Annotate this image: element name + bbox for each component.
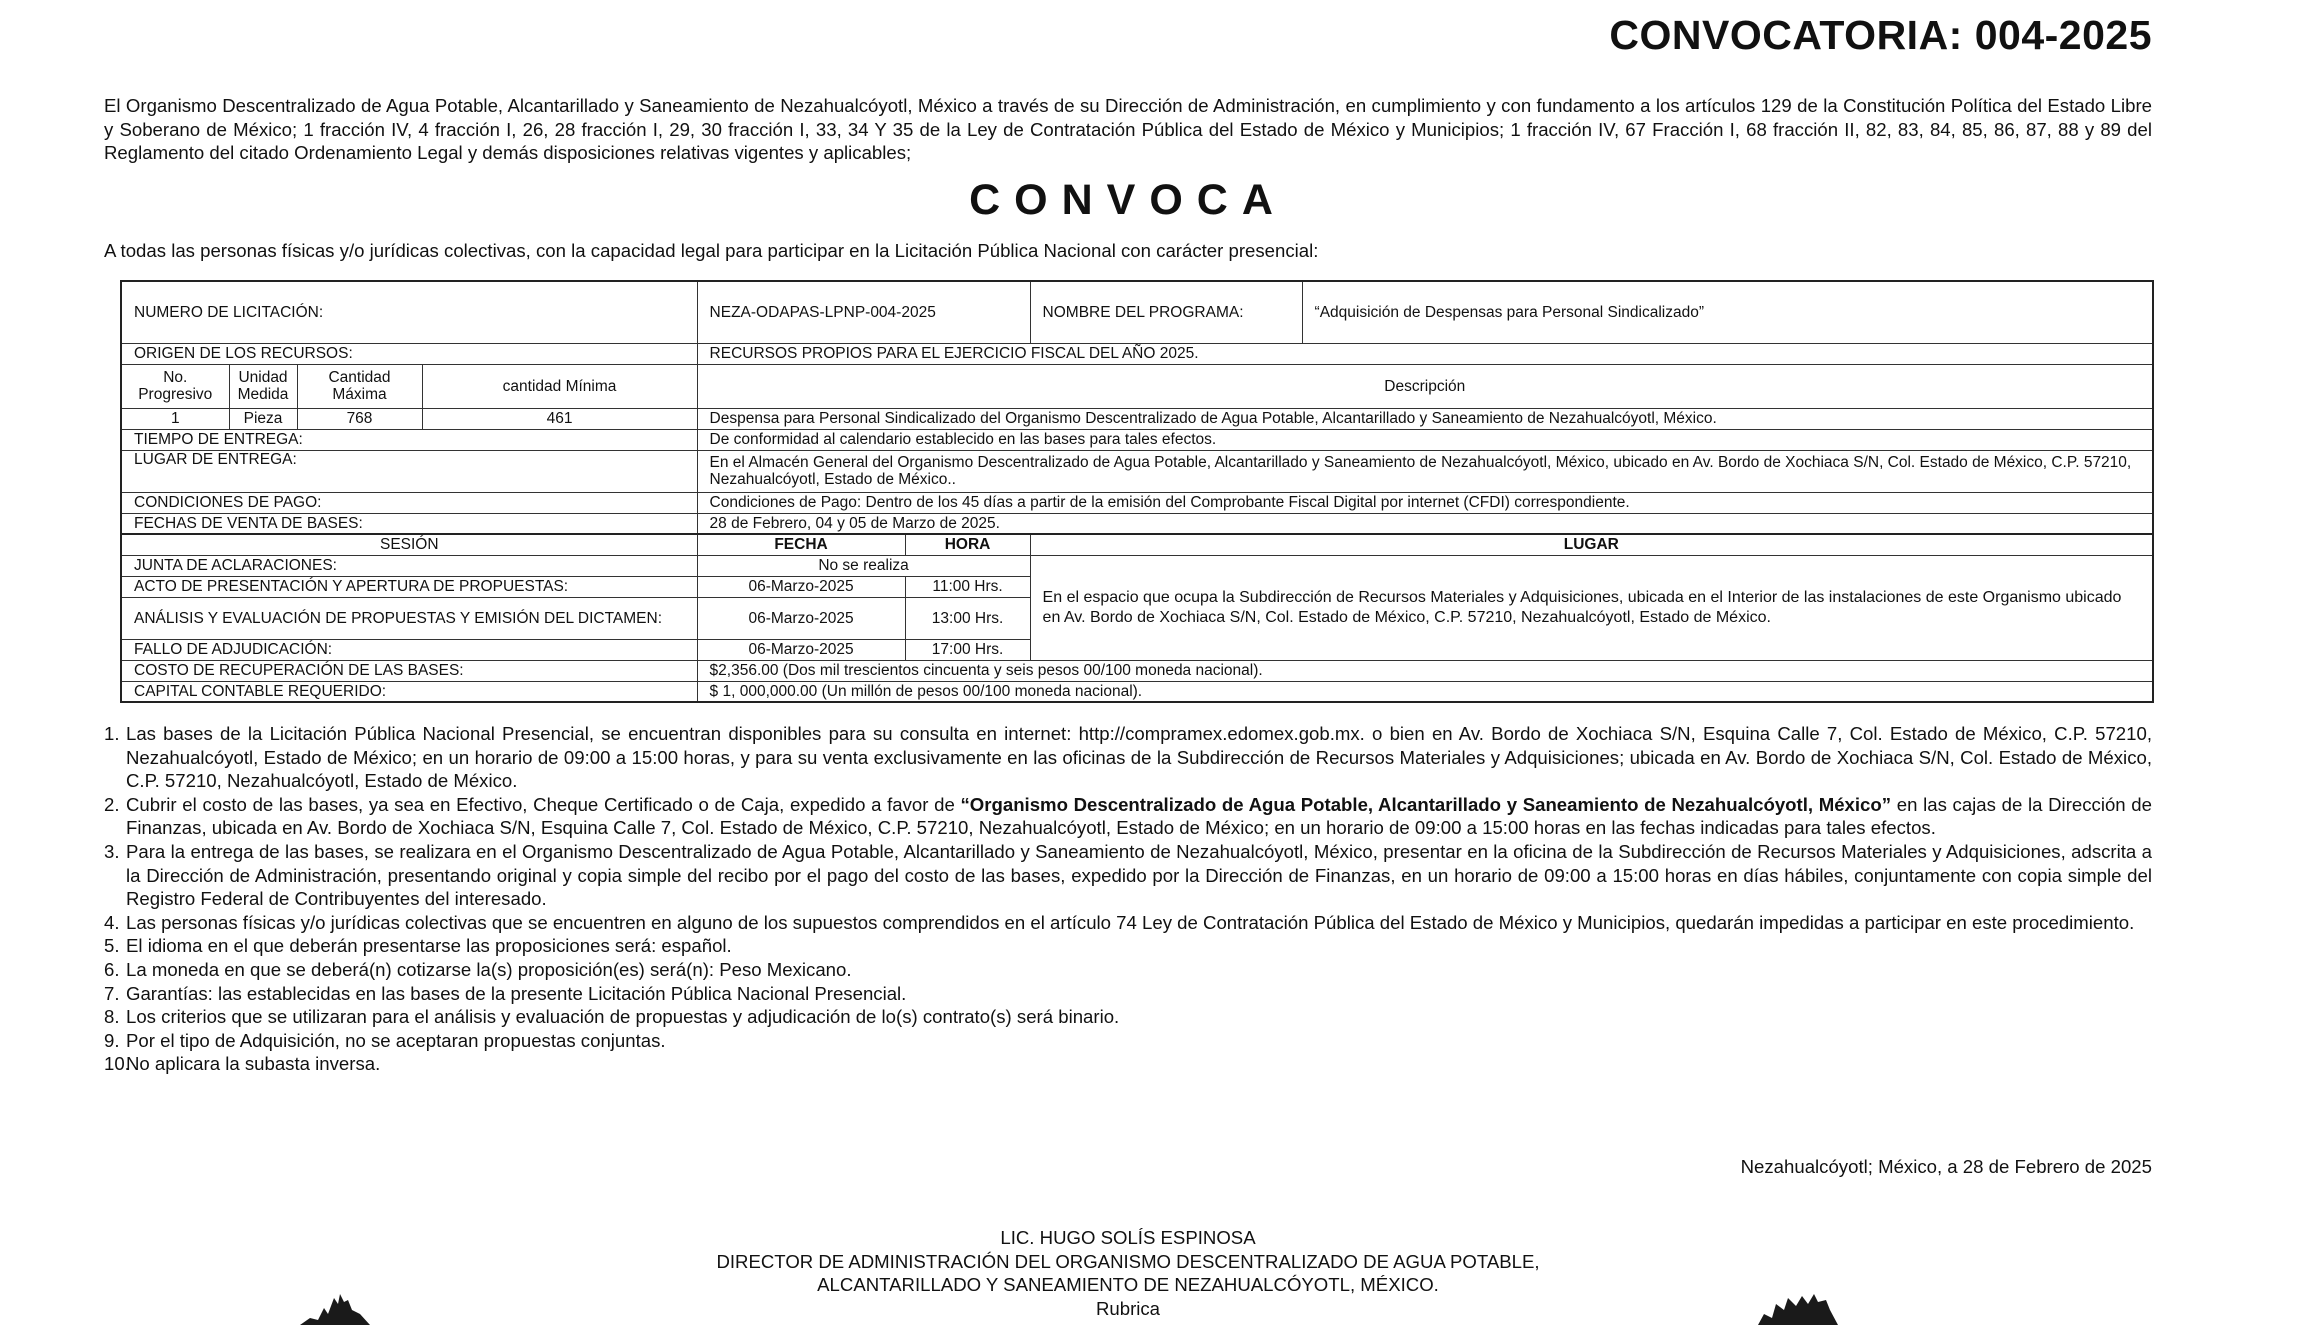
costo-label: COSTO DE RECUPERACIÓN DE LAS BASES:: [121, 660, 697, 681]
fallo-hora: 17:00 Hrs.: [905, 639, 1030, 660]
capital-value: $ 1, 000,000.00 (Un millón de pesos 00/100 moneda nacional).: [697, 681, 2153, 702]
venta-value: 28 de Febrero, 04 y 05 de Marzo de 2025.: [697, 513, 2153, 534]
list-item: 2. Cubrir el costo de las bases, ya sea en Efectivo, Cheque Certificado o de Caja, expedido a favor de “Organismo Descentralizado de Agua Potable, Alcantarillado y Saneamiento de Nezahualcóyotl, México” en las cajas de la Dirección de Finanzas, ubicada en Av. Bordo de Xochiaca S/N, Esquina Calle 7, Col. Estado de México, C.P. 57210, Nezahualcóyotl, Estado de México; en un horario de 09:00 a 15:00 horas en las fechas indicadas para tales efectos.: [104, 793, 2152, 839]
col-unidad-header: Unidad Medida: [229, 364, 297, 408]
rubrica-label: Rubrica: [1095, 1297, 1161, 1319]
list-item: 3. Para la entrega de las bases, se realizara en el Organismo Descentralizado de Agua Potable, Alcantarillado y Saneamiento de Nezahualcóyotl, México, presentar en la oficina de la Subdirección de Recursos Materiales y Adquisiciones, adscrita a la Dirección de Administración, presentando original y copia simple del recibo por el pago del costo de las bases, expedido por la Dirección de Finanzas, en un horario de 09:00 a 15:00 horas en días hábiles, conjuntamente con copia simple del Registro Federal de Contribuyentes del interesado.: [104, 840, 2152, 910]
table-row: [121, 513, 2153, 534]
col-no-header: No. Progresivo: [121, 364, 229, 408]
sesion-lugar: En el espacio que ocupa la Subdirección de Recursos Materiales y Adquisiciones, ubicada en el Interior de las instalaciones de este Organismo ubicado en Av. Bordo de Xochiaca S/N, Col. Estado de México, C.P. 57210, Nezahualcóyotl, Estado de México.: [1030, 555, 2153, 660]
licitacion-table: [120, 280, 2154, 703]
list-item: 10.No aplicara la subasta inversa.: [104, 1053, 381, 1075]
sesion-header: SESIÓN: [121, 534, 697, 555]
list-item: 4. Las personas físicas y/o jurídicas colectivas que se encuentren en alguno de los supuestos comprendidos en el artículo 74 Ley de Contratación Pública del Estado de México y Municipios, quedarán impedidas a participar en este procedimiento.: [104, 911, 2135, 933]
numero-label: NUMERO DE LICITACIÓN:: [121, 281, 697, 343]
signer-role-line-2: ALCANTARILLADO Y SANEAMIENTO DE NEZAHUALCÓYOTL, MÉXICO.: [817, 1274, 1439, 1295]
right-logo-icon: [1758, 1292, 1838, 1325]
table-row: [121, 408, 2153, 429]
analisis-fecha: 06-Marzo-2025: [697, 597, 905, 639]
list-item: 5. El idioma en el que deberán presentarse las proposiciones será: español.: [104, 935, 732, 957]
fallo-fecha: 06-Marzo-2025: [697, 639, 905, 660]
pago-value: Condiciones de Pago: Dentro de los 45 días a partir de la emisión del Comprobante Fiscal Digital por internet (CFDI) correspondiente.: [697, 492, 2153, 513]
list-item: 8. Los criterios que se utilizaran para el análisis y evaluación de propuestas y adjudicación de lo(s) contrato(s) será binario.: [104, 1006, 1120, 1028]
place-date: Nezahualcóyotl; México, a 28 de Febrero de 2025: [1740, 1156, 2152, 1177]
table-row: [121, 429, 2153, 450]
item-min: 461: [422, 408, 697, 429]
lugar-label: LUGAR DE ENTREGA:: [121, 450, 697, 492]
tiempo-value: De conformidad al calendario establecido en las bases para tales efectos.: [697, 429, 2153, 450]
signer-name: LIC. HUGO SOLÍS ESPINOSA: [1000, 1227, 1256, 1248]
item-unidad: Pieza: [229, 408, 297, 429]
acto-fecha: 06-Marzo-2025: [697, 576, 905, 597]
costo-value: $2,356.00 (Dos mil trescientos cincuenta y seis pesos 00/100 moneda nacional).: [697, 660, 2153, 681]
item-max: 768: [297, 408, 422, 429]
fallo-label: FALLO DE ADJUDICACIÓN:: [121, 639, 697, 660]
table-row: [121, 343, 2153, 364]
venta-label: FECHAS DE VENTA DE BASES:: [121, 513, 697, 534]
analisis-hora: 13:00 Hrs.: [905, 597, 1030, 639]
left-logo-icon: [300, 1290, 370, 1325]
convocatoria-title: CONVOCATORIA: 004-2025: [1609, 12, 2152, 58]
origen-value: RECURSOS PROPIOS PARA EL EJERCICIO FISCAL DEL AÑO 2025.: [697, 343, 2153, 364]
table-row: [121, 492, 2153, 513]
convoca-heading: CONVOCA: [969, 176, 1287, 224]
list-item: 6. La moneda en que se deberá(n) cotizarse la(s) proposición(es) será(n): Peso Mexicano.: [104, 958, 852, 980]
programa-label: NOMBRE DEL PROGRAMA:: [1030, 281, 1302, 343]
signature-block: [104, 1226, 2152, 1320]
col-desc-header: Descripción: [697, 364, 2153, 408]
tiempo-label: TIEMPO DE ENTREGA:: [121, 429, 697, 450]
col-max-header: Cantidad Máxima: [297, 364, 422, 408]
numero-value: NEZA-ODAPAS-LPNP-004-2025: [697, 281, 1030, 343]
item-no: 1: [121, 408, 229, 429]
col-min-header: cantidad Mínima: [422, 364, 697, 408]
pago-label: CONDICIONES DE PAGO:: [121, 492, 697, 513]
item-desc: Despensa para Personal Sindicalizado del Organismo Descentralizado de Agua Potable, Alcantarillado y Saneamiento de Nezahualcóyotl, México.: [697, 408, 2153, 429]
list-item: 1. Las bases de la Licitación Pública Nacional Presencial, se encuentran disponibles para su consulta en internet: http://compramex.edomex.gob.mx. o bien en Av. Bordo de Xochiaca S/N, Esquina Calle 7, Col. Estado de México, C.P. 57210, Nezahualcóyotl, Estado de México; en un horario de 09:00 a 15:00 horas, y para su venta exclusivamente en las oficinas de la Subdirección de Recursos Materiales y Adquisiciones; ubicada en Av. Bordo de Xochiaca S/N, Col. Estado de México, C.P. 57210, Nezahualcóyotl, Estado de México.: [104, 723, 2152, 792]
signer-role-line-1: DIRECTOR DE ADMINISTRACIÓN DEL ORGANISMO DESCENTRALIZADO DE AGUA POTABLE,: [716, 1250, 1540, 1272]
capital-label: CAPITAL CONTABLE REQUERIDO:: [121, 681, 697, 702]
table-row: [121, 660, 2153, 681]
analisis-label: ANÁLISIS Y EVALUACIÓN DE PROPUESTAS Y EMISIÓN DEL DICTAMEN:: [121, 597, 697, 639]
acto-label: ACTO DE PRESENTACIÓN Y APERTURA DE PROPUESTAS:: [121, 576, 697, 597]
table-row: [121, 534, 2153, 555]
table-row: [121, 281, 2153, 343]
intro-paragraph: El Organismo Descentralizado de Agua Potable, Alcantarillado y Saneamiento de Nezahualcóyotl, México a través de su Dirección de Administración, en cumplimiento y con fundamento a los artículos 129 de la Constitución Política del Estado Libre y Soberano de México; 1 fracción IV, 4 fracción I, 26, 28 fracción I, 29, 30 fracción I, 33, 34 Y 35 de la Ley de Contratación Pública del Estado de México y Municipios; 1 fracción IV, 67 Fracción I, 68 fracción II, 82, 83, 84, 85, 86, 87, 88 y 89 del Reglamento del citado Ordenamiento Legal y demás disposiciones relativas vigentes y aplicables;: [104, 95, 2152, 163]
fecha-header: FECHA: [697, 534, 905, 555]
acto-hora: 11:00 Hrs.: [905, 576, 1030, 597]
programa-value: “Adquisición de Despensas para Personal Sindicalizado”: [1302, 281, 2153, 343]
notes-list: [104, 722, 2152, 1076]
table-row: [121, 450, 2153, 492]
list-item: 7. Garantías: las establecidas en las bases de la presente Licitación Pública Nacional Presencial.: [104, 982, 907, 1004]
table-row: [121, 364, 2153, 408]
origen-label: ORIGEN DE LOS RECURSOS:: [121, 343, 697, 364]
lugar-value: En el Almacén General del Organismo Descentralizado de Agua Potable, Alcantarillado y Saneamiento de Nezahualcóyotl, México, ubicado en Av. Bordo de Xochiaca S/N, Col. Estado de México, C.P. 57210, Nezahualcóyotl, Estado de México..: [697, 450, 2153, 492]
lugar-header: LUGAR: [1030, 534, 2153, 555]
junta-label: JUNTA DE ACLARACIONES:: [121, 555, 697, 576]
list-item: 9. Por el tipo de Adquisición, no se aceptaran propuestas conjuntas.: [104, 1029, 666, 1051]
table-row: [121, 555, 2153, 576]
organismo-name-bold: “Organismo Descentralizado de Agua Potable, Alcantarillado y Saneamiento de Nezahualcóyotl, México”: [960, 793, 1892, 815]
hora-header: HORA: [905, 534, 1030, 555]
table-row: [121, 681, 2153, 702]
junta-value: No se realiza: [697, 555, 1030, 576]
lead-paragraph: A todas las personas físicas y/o jurídicas colectivas, con la capacidad legal para participar en la Licitación Pública Nacional con carácter presencial:: [104, 240, 1319, 261]
